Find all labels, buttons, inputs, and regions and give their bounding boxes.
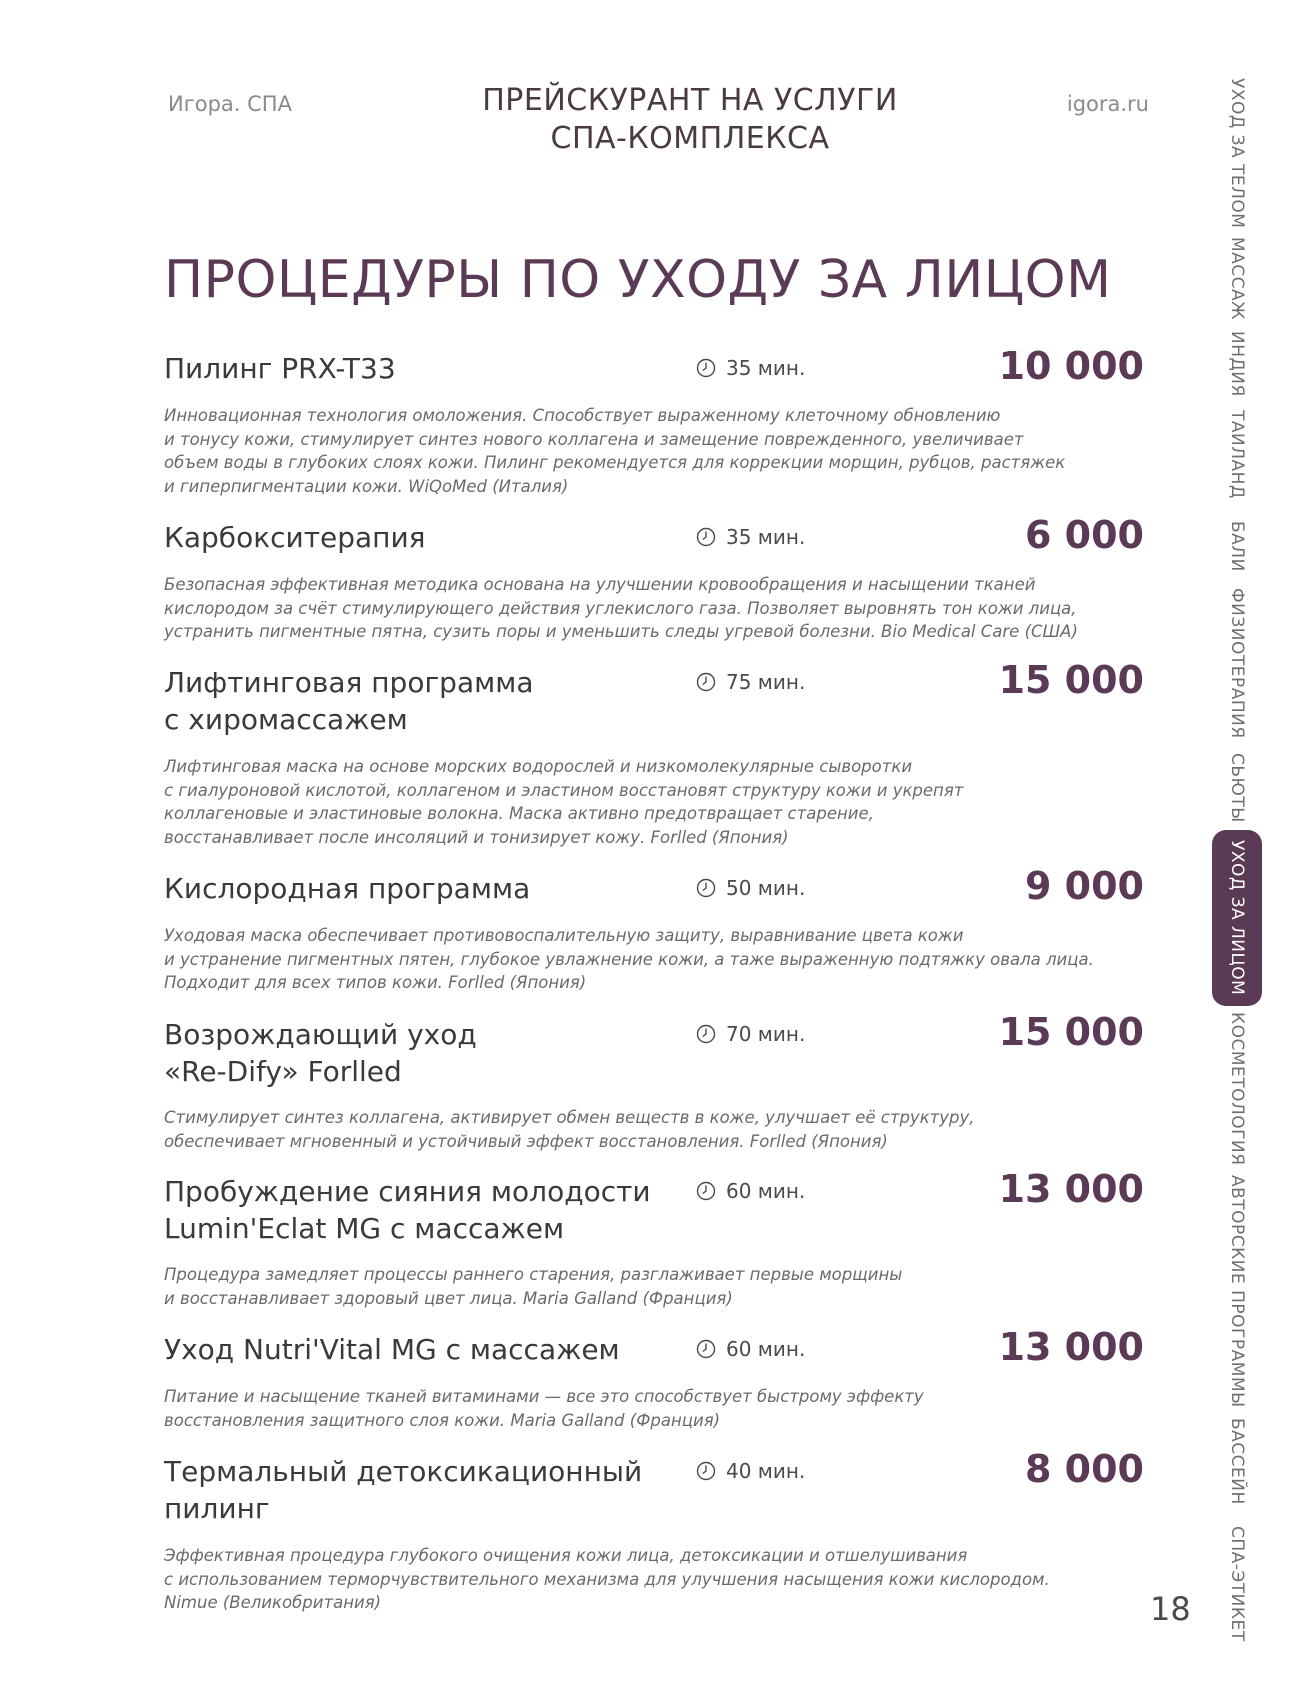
service-price: 15 000: [998, 658, 1144, 702]
clock-icon: [696, 358, 716, 378]
service-description: Безопасная эффективная методика основана на улучшении кровообращения и насыщении тканей кислородом за счёт стимулирующего действия углекислого газа. Позволяет выровнять тон кожи лица, устранить пигментные пятна, сузить поры и уменьшить следы угревой болезни. Bio Medical Care (США): [164, 575, 1078, 641]
side-nav-item-pool[interactable]: БАССЕЙН: [1227, 1417, 1247, 1505]
service-name: Возрождающий уход «Re-Dify» Forlled: [164, 1018, 477, 1088]
section-title: ПРОЦЕДУРЫ ПО УХОДУ ЗА ЛИЦОМ: [164, 250, 1112, 310]
side-nav-item-thailand[interactable]: ТАИЛАНД: [1227, 409, 1247, 499]
service-price: 13 000: [998, 1167, 1144, 1211]
service-duration: 75 мин.: [696, 670, 805, 694]
site-link[interactable]: igora.ru: [1066, 92, 1149, 116]
service-duration: 60 мин.: [696, 1337, 805, 1361]
service-name: Карбокситерапия: [164, 521, 426, 554]
side-nav-item-spa-etiquette[interactable]: СПА-ЭТИКЕТ: [1227, 1526, 1247, 1642]
clock-icon: [696, 1024, 716, 1044]
service-name: Термальный детоксикационный пилинг: [164, 1455, 643, 1525]
service-duration: 35 мин.: [696, 525, 805, 549]
service-name: Пробуждение сияния молодости Lumin'Eclat MG с массажем: [164, 1175, 651, 1245]
clock-icon: [696, 878, 716, 898]
clock-icon: [696, 1461, 716, 1481]
service-name: Пилинг PRX-T33: [164, 352, 396, 385]
service-price: 15 000: [998, 1010, 1144, 1054]
service-description: Лифтинговая маска на основе морских водорослей и низкомолекулярные сыворотки с гиалуроновой кислотой, коллагеном и эластином восстановят структуру кожи и укрепят коллагеновые и эластиновые волокна. Маска активно предотвращает старение, восстанавливает после инсоляций и тонизирует кожу. Forlled (Япония): [164, 757, 964, 847]
service-duration: 35 мин.: [696, 356, 805, 380]
service-description: Уходовая маска обеспечивает противовоспалительную защиту, выравнивание цвета кожи и устранение пигментных пятен, глубокое увлажнение кожи, а таже выраженную подтяжку овала лица. Подходит для всех типов кожи. Forlled (Япония): [164, 926, 1094, 992]
service-description: Инновационная технология омоложения. Способствует выраженному клеточному обновлению и тонусу кожи, стимулирует синтез нового коллагена и замещение поврежденного, увеличивает объем воды в глубоких слоях кожи. Пилинг рекомендуется для коррекции морщин, рубцов, растяжек и гиперпигментации кожи. WiQoMed (Италия): [164, 406, 1066, 496]
clock-icon: [696, 1181, 716, 1201]
brand-label: Игора. СПА: [168, 92, 292, 116]
clock-icon: [696, 527, 716, 547]
side-nav: [1212, 70, 1262, 1650]
side-nav-item-face-care[interactable]: УХОД ЗА ЛИЦОМ: [1212, 830, 1262, 1006]
service-duration: 50 мин.: [696, 876, 805, 900]
header-title-line1: ПРЕЙСКУРАНТ НА УСЛУГИ: [482, 83, 898, 118]
service-price: 9 000: [1025, 864, 1144, 908]
side-nav-item-india[interactable]: ИНДИЯ: [1227, 331, 1247, 397]
header-title-line2: СПА-КОМПЛЕКСА: [550, 121, 830, 156]
side-nav-item-bali[interactable]: БАЛИ: [1227, 520, 1247, 572]
service-description: Процедура замедляет процессы раннего старения, разглаживает первые морщины и восстанавливает здоровый цвет лица. Maria Galland (Франция): [164, 1265, 903, 1308]
service-price: 13 000: [998, 1325, 1144, 1369]
service-name: Лифтинговая программа с хиромассажем: [164, 666, 534, 736]
service-price: 8 000: [1025, 1447, 1144, 1491]
service-duration: 70 мин.: [696, 1022, 805, 1046]
side-nav-item-massage[interactable]: МАССАЖ: [1227, 236, 1247, 320]
side-nav-item-body-care[interactable]: УХОД ЗА ТЕЛОМ: [1227, 77, 1247, 229]
service-description: Эффективная процедура глубокого очищения кожи лица, детоксикации и отшелушивания с использованием терморчувствительного механизма для улучшения насыщения кожи кислородом. Nimue (Великобритания): [164, 1546, 1050, 1612]
page-number: 18: [1150, 1590, 1191, 1628]
side-nav-item-author-programs[interactable]: АВТОРСКИЕ ПРОГРАММЫ: [1227, 1174, 1247, 1408]
side-nav-item-suites[interactable]: СЬЮТЫ: [1227, 753, 1247, 823]
service-duration: 60 мин.: [696, 1179, 805, 1203]
service-description: Питание и насыщение тканей витаминами — все это способствует быстрому эффекту восстановления защитного слоя кожи. Maria Galland (Франция): [164, 1387, 924, 1430]
service-price: 10 000: [998, 344, 1144, 388]
service-description: Стимулирует синтез коллагена, активирует обмен веществ в коже, улучшает её структуру, обеспечивает мгновенный и устойчивый эффект восстановления. Forlled (Япония): [164, 1108, 975, 1151]
page-header-title: [440, 82, 940, 158]
clock-icon: [696, 672, 716, 692]
service-name: Уход Nutri'Vital MG с массажем: [164, 1333, 620, 1366]
clock-icon: [696, 1339, 716, 1359]
service-duration: 40 мин.: [696, 1459, 805, 1483]
service-price: 6 000: [1025, 513, 1144, 557]
side-nav-item-physio[interactable]: ФИЗИОТЕРАПИЯ: [1227, 587, 1247, 739]
service-name: Кислородная программа: [164, 872, 531, 905]
side-nav-item-cosmetology[interactable]: КОСМЕТОЛОГИЯ: [1227, 1012, 1247, 1166]
